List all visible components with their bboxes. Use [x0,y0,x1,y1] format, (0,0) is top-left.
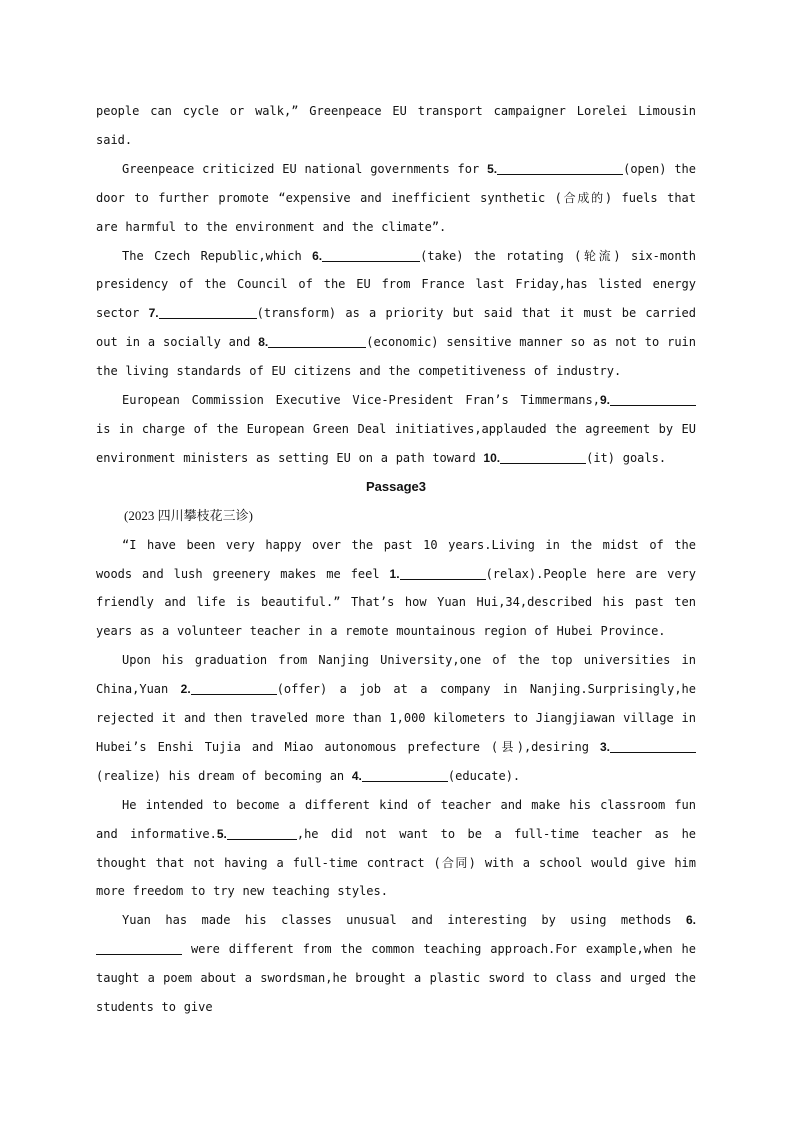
paragraph-text: ,he did not want to be a full-time teacher as he thought that not having a full-time contract (合同) with a school would give him more freedom to try new teaching styles. [96,826,697,899]
paragraph-text: (take) the rotating (轮流) six-month presidency of the Council of the EU from France last Friday,has listed energy sector [96,248,696,321]
paragraph-teacher [96,791,696,907]
answer-blank[interactable] [610,391,696,406]
paragraph-text: “I have been very happy over the past 10 years.Living in the midst of the woods and lush greenery makes me feel [96,537,696,581]
paragraph-text: (transform) as a priority but said that it must be carried out in a socially and [96,306,696,350]
answer-blank[interactable] [191,680,277,695]
question-number: 9. [599,393,610,408]
answer-blank[interactable] [362,767,448,782]
paragraph-text: European Commission Executive Vice-President Fran’s Timmermans, [122,393,600,408]
answer-blank[interactable] [227,825,297,840]
question-number: 8. [258,335,269,350]
paragraph-quote-end [96,97,696,155]
answer-blank[interactable] [497,160,623,175]
question-number: 3. [599,739,610,754]
paragraph-text: (it) goals. [586,450,667,465]
question-number: 5. [216,826,227,841]
passage-source: (2023 四川攀枝花三诊) [124,507,253,523]
paragraph-text: is in charge of the European Green Deal initiatives,applauded the agreement by EU environment ministers as setting EU on a path toward [96,421,696,465]
answer-blank[interactable] [400,565,486,580]
question-number: 7. [148,306,159,321]
paragraph-graduation [96,646,696,791]
paragraph-text: Upon his graduation from Nanjing University,one of the top universities in China,Yuan [96,653,696,697]
question-number: 4. [351,768,362,783]
paragraph-text: (offer) a job at a company in Nanjing.Surprisingly,he rejected it and then traveled more than 1,000 kilometers to Jiangjiawan village in Hubei’s Enshi Tujia and Miao autonomous prefecture (县),desiring [96,682,696,754]
paragraph-yuan-quote [96,531,696,647]
passage-heading: Passage3 [366,478,426,494]
answer-blank[interactable] [159,304,257,319]
paragraph-text: (realize) his dream of becoming an [96,768,352,783]
page-content [96,97,696,1022]
paragraph-text: (economic) sensitive manner so as not to ruin the living standards of EU citizens and the competitiveness of industry. [96,335,696,379]
answer-blank[interactable] [322,247,420,262]
paragraph-text: (educate). [447,768,521,783]
paragraph-methods [96,906,696,1022]
paragraph-text: Yuan has made his classes unusual and interesting by using methods [122,913,686,928]
answer-blank[interactable] [610,738,696,753]
question-number: 6. [685,913,696,928]
paragraph-text: people can cycle or walk,” Greenpeace EU transport campaigner Lorelei Limousin said. [96,104,696,147]
paragraph-czech [96,242,696,387]
paragraph-greenpeace [96,155,696,242]
question-number: 10. [483,450,501,465]
question-number: 2. [180,682,191,697]
paragraph-text: The Czech Republic,which [122,248,313,263]
answer-blank[interactable] [96,940,182,955]
paragraph-text: were different from the common teaching approach.For example,when he taught a poem about a swordsman,he brought a plastic sword to class and urged the students to give [96,942,696,1015]
paragraph-text: He intended to become a different kind of teacher and make his classroom fun and informative. [96,797,696,841]
paragraph-text: (open) the door to further promote “expensive and inefficient synthetic (合成的) fuels that are harmful to the environment and the climate”. [96,161,696,234]
answer-blank[interactable] [500,449,586,464]
paragraph-text: (relax).People here are very friendly and life is beautiful.” That’s how Yuan Hui,34,described his past ten years as a volunteer teacher in a remote mountainous region of Hubei Province. [96,566,696,639]
question-number: 6. [312,248,323,263]
question-number: 5. [487,161,498,176]
question-number: 1. [389,566,400,581]
answer-blank[interactable] [268,333,366,348]
paragraph-commission [96,386,696,473]
paragraph-text: Greenpeace criticized EU national governments for [122,161,488,176]
